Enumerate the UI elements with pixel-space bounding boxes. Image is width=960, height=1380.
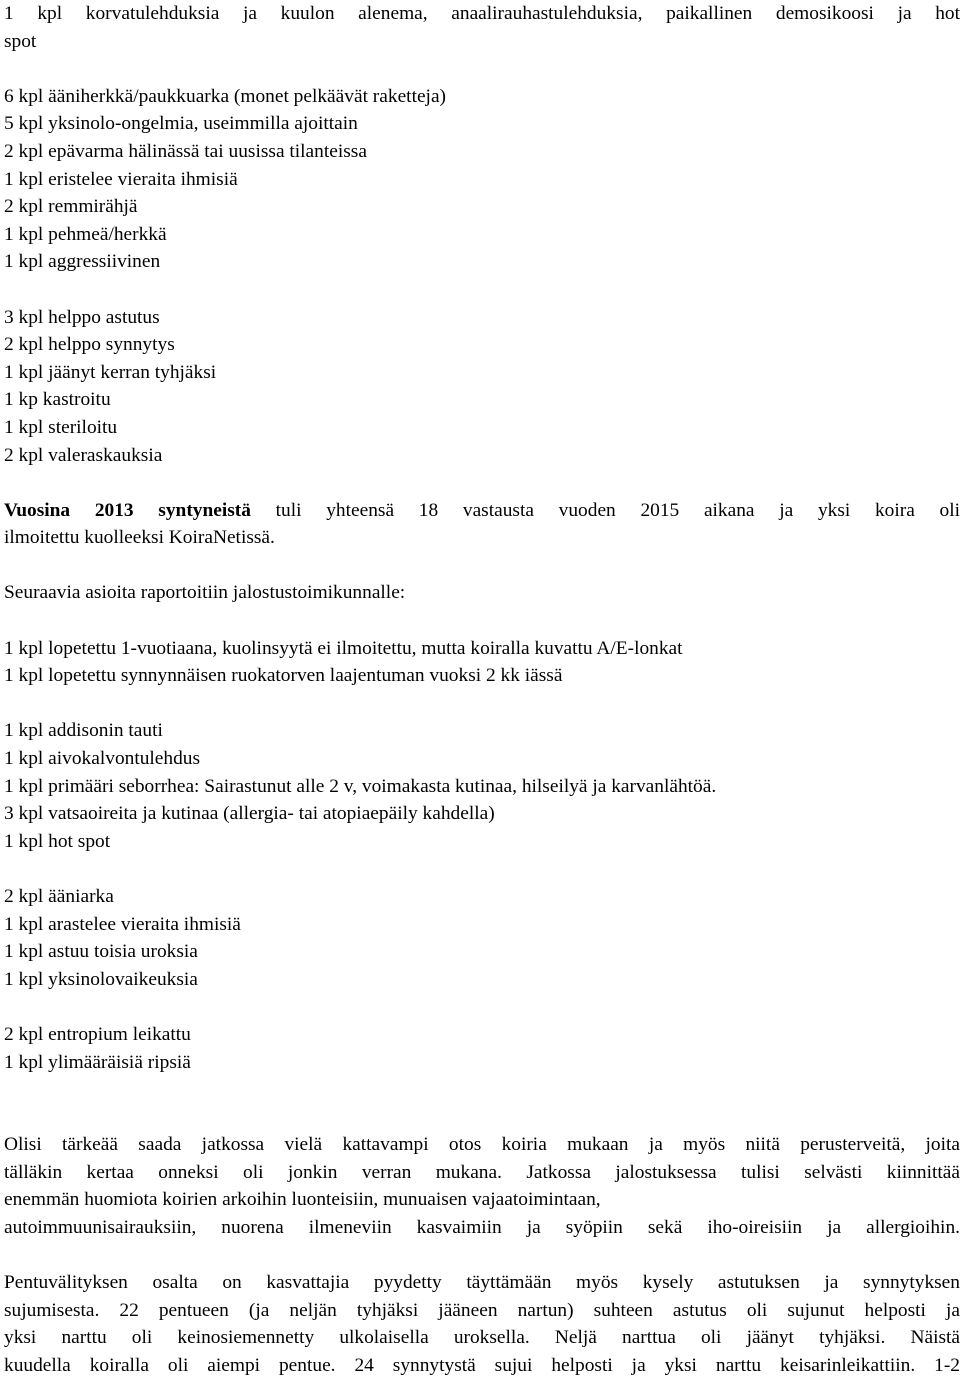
list-item: 3 kpl vatsaoireita ja kutinaa (allergia- tai atopiaepäily kahdella) [4, 803, 495, 825]
list-item: 3 kpl helppo astutus [4, 306, 160, 328]
text-line: Olisi tärkeää saada jatkossa vielä kattavampi otos koiria mukaan ja myös niitä perusterveitä, joita [4, 1134, 960, 1156]
text-line: autoimmuunisairauksiin, nuorena ilmeneviin kasvaimiin ja syöpiin sekä iho-oireisiin ja allergioihin. [4, 1216, 960, 1238]
list-item: 2 kpl entropium leikattu [4, 1023, 191, 1045]
list-item: 1 kp kastroitu [4, 389, 111, 411]
list-item: 1 kpl ylimääräisiä ripsiä [4, 1051, 191, 1073]
text-line [4, 497, 960, 525]
report-intro [4, 579, 960, 607]
eye-list [4, 1021, 960, 1076]
list-item: 1 kpl aivokalvontulehdus [4, 748, 201, 770]
reproduction-list [4, 304, 960, 470]
list-item: 5 kpl yksinolo-ongelmia, useimmilla ajoittain [4, 113, 358, 135]
list-item: 2 kpl valeraskauksia [4, 444, 163, 466]
list-item: 1 kpl hot spot [4, 830, 111, 852]
text-line: 1 kpl korvatulehduksia ja kuulon alenema, anaalirauhastulehduksia, paikallinen demosikoosi ja hot [4, 3, 960, 24]
list-item: 1 kpl primääri seborrhea: Sairastunut alle 2 v, voimakasta kutinaa, hilseilyä ja karvanlähtöä. [4, 775, 717, 797]
text-line: Pentuvälityksen osalta on kasvattajia pyydetty täyttämään myös kysely astutuksen ja synnytyksen [4, 1272, 960, 1294]
list-item: 1 kpl addisonin tauti [4, 720, 163, 742]
list-item: 2 kpl remmirähjä [4, 196, 138, 218]
list-item: 1 kpl astuu toisia uroksia [4, 941, 198, 963]
breeding-paragraph [4, 1269, 960, 1379]
list-item: 1 kpl lopetettu synnynnäisen ruokatorven laajentuman vuoksi 2 kk iässä [4, 665, 563, 687]
summary-rest: tuli yhteensä 18 vastausta vuoden 2015 aikana ja yksi koira oli [250, 499, 960, 521]
text-line: enemmän huomiota koirien arkoihin luonteisiin, munuaisen vajaatoimintaan, [4, 1189, 601, 1211]
list-item: 6 kpl ääniherkkä/paukkuarka (monet pelkäävät raketteja) [4, 85, 447, 107]
temperament-list [4, 83, 960, 276]
text-line: tälläkin kertaa onneksi oli jonkin verran mukana. Jatkossa jalostuksessa tulisi selvästi kiinnittää [4, 1161, 960, 1183]
text-line: spot [4, 30, 37, 52]
list-item: 2 kpl helppo synnytys [4, 334, 175, 356]
text-line: ilmoitettu kuolleeksi KoiraNetissä. [4, 527, 275, 549]
text-line: Seuraavia asioita raportoitiin jalostustoimikunnalle: [4, 582, 406, 604]
text-line: kuudella koiralla oli aiempi pentue. 24 synnytystä sujui helposti ja yksi narttu keisarinleikattiin. 1-2 [4, 1354, 960, 1376]
list-item: 1 kpl aggressiivinen [4, 251, 161, 273]
list-item: 1 kpl steriloitu [4, 416, 118, 438]
text-line: sujumisesta. 22 pentueen (ja neljän tyhjäksi jääneen nartun) suhteen astutus oli sujunut helposti ja [4, 1299, 960, 1321]
list-item: 1 kpl eristelee vieraita ihmisiä [4, 168, 238, 190]
list-item: 2 kpl ääniarka [4, 886, 114, 907]
disease-list [4, 717, 960, 855]
summary-bold-lead: Vuosina 2013 syntyneistä [4, 499, 251, 521]
list-item: 1 kpl arastelee vieraita ihmisiä [4, 913, 241, 935]
text-line: yksi narttu oli keinosiemennetty ulkolaisella uroksella. Neljä narttua oli jäänyt tyhjäksi. Näistä [4, 1327, 960, 1349]
behaviour-list [4, 883, 960, 993]
list-item: 1 kpl pehmeä/herkkä [4, 223, 167, 245]
health-paragraph [4, 0, 960, 55]
list-item: 1 kpl lopetettu 1-vuotiaana, kuolinsyytä ei ilmoitettu, mutta koiralla kuvattu A/E-lonkat [4, 637, 683, 659]
document-page [4, 0, 960, 1380]
list-item: 1 kpl jäänyt kerran tyhjäksi [4, 361, 217, 383]
conclusion-paragraph [4, 1131, 960, 1241]
list-item: 1 kpl yksinolovaikeuksia [4, 968, 198, 990]
list-item: 2 kpl epävarma hälinässä tai uusissa tilanteissa [4, 140, 367, 162]
summary-paragraph [4, 497, 960, 552]
euthanasia-list [4, 635, 960, 690]
